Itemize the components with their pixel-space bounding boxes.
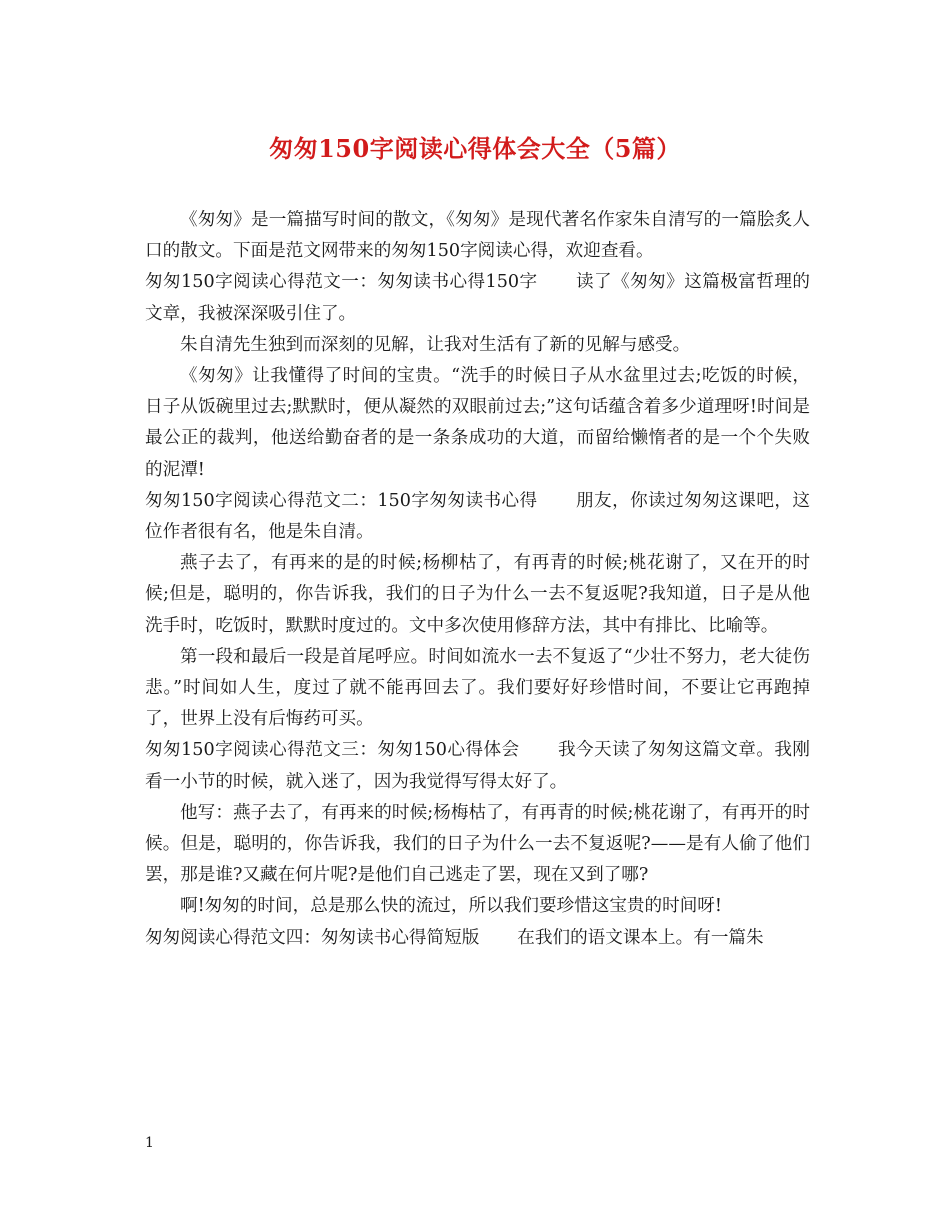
paragraph-5: 燕子去了，有再来的是的时候;杨柳枯了，有再青的时候;桃花谢了，又在开的时候;但是，聪明的，你告诉我，我们的日子为什么一去不复返呢?我知道，日子是从他洗手时，吃饭时，默默时度过的。文中多次使用修辞方法，其中有排比、比喻等。 [145,553,810,636]
section-3-heading: 匆匆150字阅读心得范文三：匆匆150心得体会 [145,740,520,761]
section-2-heading: 匆匆150字阅读心得范文二：150字匆匆读书心得 [145,490,538,511]
section-3-first-sentence: 我今天读了匆匆这篇文章。我刚看一小节的时候，就入迷了，因为我觉得写得太好了。 [145,740,810,792]
section-2-heading-paragraph [145,486,810,548]
paragraph-intro: 《匆匆》是一篇描写时间的散文，《匆匆》是现代著名作家朱自清写的一篇脍炙人口的散文。下面是范文网带来的匆匆150字阅读心得，欢迎查看。 [145,210,810,262]
section-2-first-sentence: 朋友，你读过匆匆这课吧，这位作者很有名，他是朱自清。 [145,490,810,543]
section-1-heading: 匆匆150字阅读心得范文一：匆匆读书心得150字 [145,272,538,293]
document-body [145,205,810,954]
paragraph-2: 朱自清先生独到而深刻的见解，让我对生活有了新的见解与感受。 [180,334,691,355]
document-title: 匆匆150字阅读心得体会大全（5篇） [269,134,681,163]
section-4-first-sentence: 在我们的语文课本上。有一篇朱 [517,927,764,948]
paragraph-6: 第一段和最后一段是首尾呼应。时间如流水一去不复返了“少壮不努力，老大徒伤悲。”时间如人生，度过了就不能再回去了。我们要好好珍惜时间，不要让它再跑掉了，世界上没有后悔药可买。 [145,646,810,730]
section-4-heading-paragraph [145,923,810,954]
section-1-heading-paragraph [145,267,810,329]
paragraph-9: 啊!匆匆的时间，总是那么快的流过，所以我们要珍惜这宝贵的时间呀! [180,896,722,917]
paragraph-3: 《匆匆》让我懂得了时间的宝贵。“洗手的时候日子从水盆里过去;吃饭的时候，日子从饭碗里过去;默默时，便从凝然的双眼前过去;”这句话蕴含着多少道理呀!时间是最公正的裁判，他送给勤奋者的是一条条成功的大道，而留给懒惰者的是一个个失败的泥潭! [145,366,810,480]
section-4-heading: 匆匆阅读心得范文四：匆匆读书心得简短版 [145,927,480,948]
section-1-first-sentence: 读了《匆匆》这篇极富哲理的文章，我被深深吸引住了。 [145,272,810,324]
paragraph-8: 他写：燕子去了，有再来的时候;杨梅枯了，有再青的时候;桃花谢了，有再开的时候。但是，聪明的，你告诉我，我们的日子为什么一去不复返呢?——是有人偷了他们罢，那是谁?又藏在何片呢?是他们自己逃走了罢，现在又到了哪? [145,802,810,886]
section-3-heading-paragraph [145,735,810,797]
page-number: 1 [145,1135,154,1151]
